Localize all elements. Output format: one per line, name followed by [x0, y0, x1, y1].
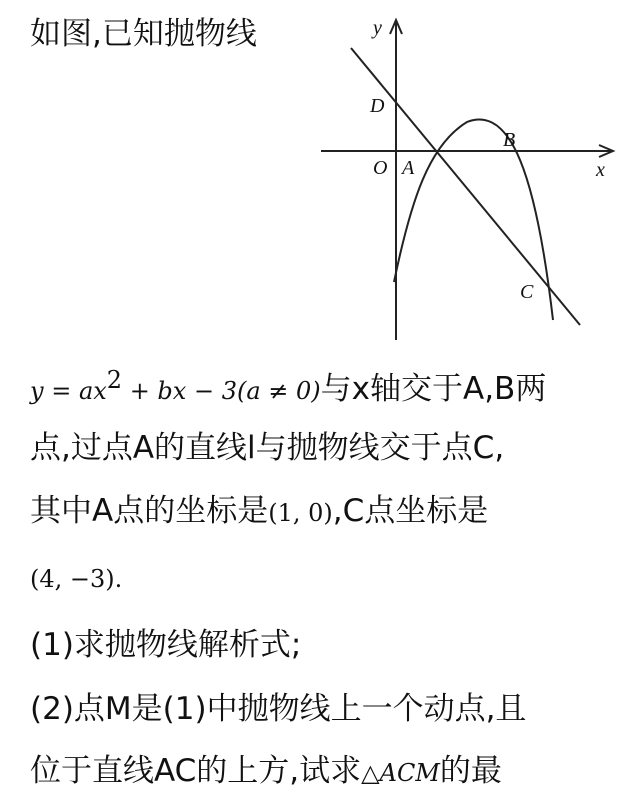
- eq-ax: ax: [78, 377, 107, 405]
- text-p4-end: .: [114, 565, 123, 593]
- question-2: (2)点M是(1)中抛物线上一个动点,且: [30, 691, 527, 727]
- intro-text: 如图,已知抛物线: [30, 16, 257, 52]
- text-p2: 点,过点A的直线l与抛物线交于点C,: [30, 430, 505, 466]
- eq-equals: =: [43, 377, 79, 405]
- text-p3-a: 其中A点的坐标是: [30, 493, 269, 529]
- point-a-label: A: [402, 157, 415, 179]
- eq-exponent: 2: [106, 366, 123, 394]
- eq-rest: + bx − 3: [122, 377, 237, 405]
- question-3: [30, 751, 502, 793]
- text-p3-b: ,C点坐标是: [332, 493, 489, 529]
- point-c-coord: (4, −3): [30, 565, 115, 593]
- text-p3: [30, 491, 488, 533]
- x-label: x: [596, 159, 605, 181]
- equation-line: [30, 360, 546, 411]
- eq-condition: (a ≠ 0): [236, 377, 321, 405]
- text-p4: [30, 557, 122, 599]
- line-l: [351, 48, 580, 325]
- question-3-b: 的最: [439, 753, 502, 789]
- point-c-label: C: [520, 281, 534, 303]
- question-3-a: 位于直线AC的上方,试求: [30, 753, 362, 789]
- triangle-acm: △ACM: [361, 759, 440, 787]
- eq-y: y: [30, 377, 44, 405]
- text-p1: 与x轴交于A,B两: [320, 371, 547, 407]
- question-1: (1)求抛物线解析式;: [30, 627, 302, 663]
- point-a-coord: (1, 0): [268, 499, 333, 527]
- origin-label: O: [373, 157, 388, 179]
- y-label: y: [373, 17, 382, 39]
- point-d-label: D: [370, 95, 385, 117]
- point-b-label: B: [503, 129, 516, 151]
- parabola-figure: [315, 10, 625, 345]
